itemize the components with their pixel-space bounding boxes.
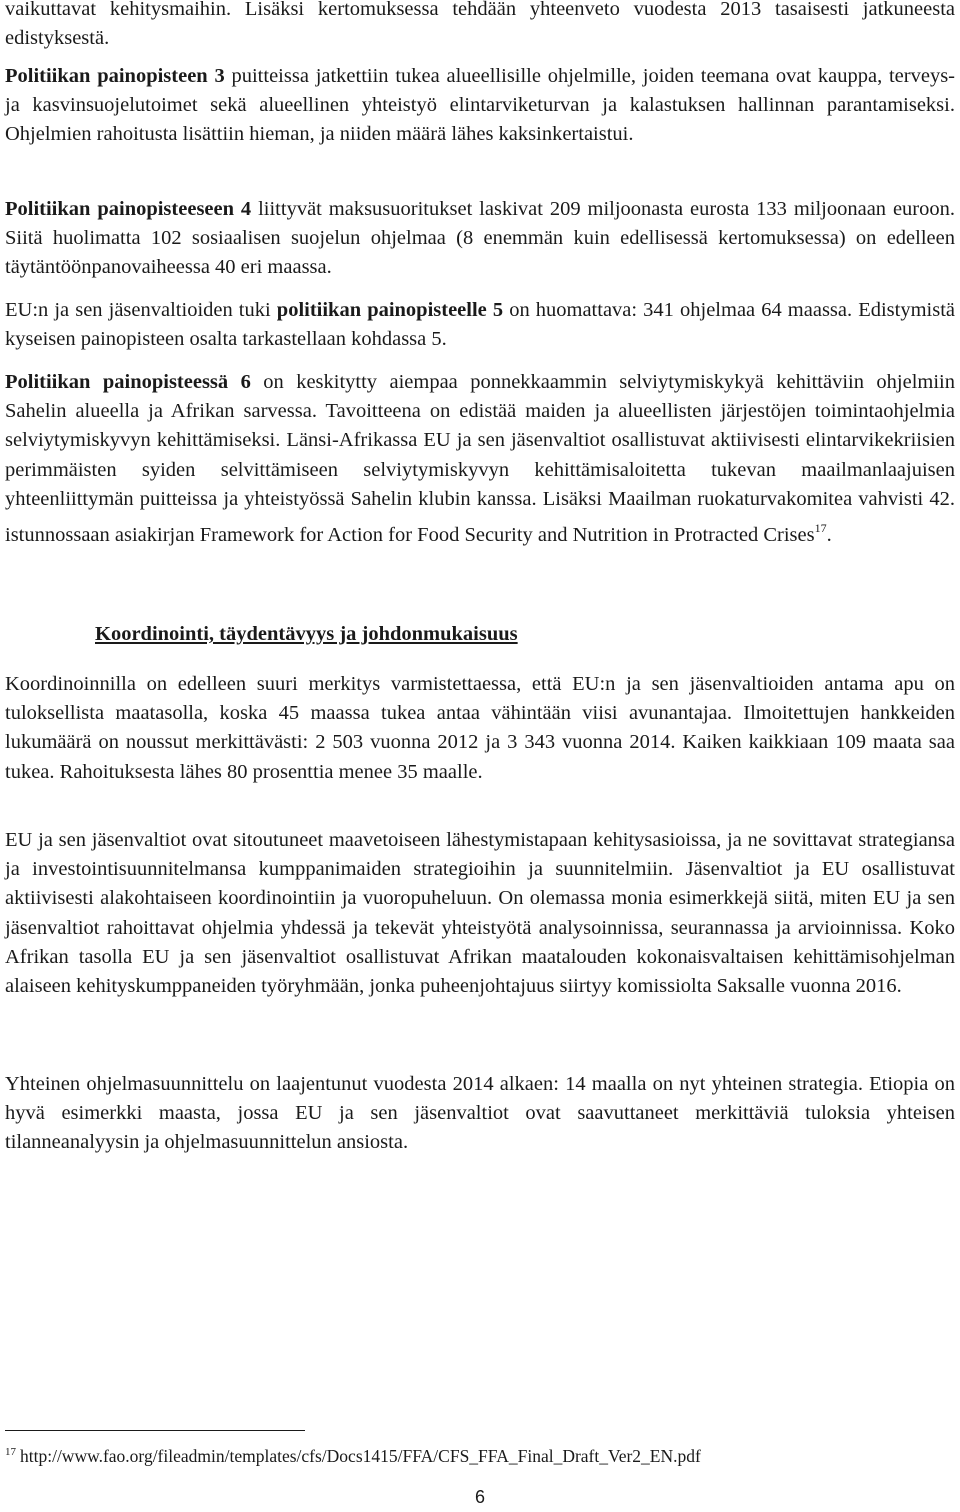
footnote [5,1440,701,1468]
footnote-link[interactable]: http://www.fao.org/fileadmin/templates/cfs/Docs1415/FFA/CFS_FFA_Final_Draft_Ver2_EN.pdf [20,1446,701,1466]
page-number: 6 [474,1487,485,1507]
policy-priority-6-label: Politiikan painopisteessä 6 [5,371,251,393]
intro-paragraph-end: vaikuttavat kehitysmaihin. Lisäksi kertomuksessa tehdään yhteenveto vuodesta 2013 tasaisesti jatkuneesta edistyksestä. [5,0,955,50]
policy-priority-6-end: . [826,524,832,547]
policy-priority-6-paragraph [5,368,955,550]
footnote-separator [5,1430,305,1431]
policy-priority-5-text: on huomattava: 341 ohjelmaa 64 maassa. Edistymistä kyseisen painopisteen osalta tarkastellaan kohdassa 5. [5,299,956,351]
section-heading: Koordinointi, täydentävyys ja johdonmukaisuus [95,623,518,645]
policy-priority-4-text: liittyvät maksusuoritukset laskivat 209 miljoonasta eurosta 133 miljoonaan euroon. Siitä huolimatta 102 sosiaalisen suojelun ohjelmaa (8 enemmän kuin edellisessä kertomuksessa) on edelleen täytäntöönpanovaiheessa 40 eri maassa. [5,198,956,279]
coordination-paragraph-3: Yhteinen ohjelmasuunnittelu on laajentunut vuodesta 2014 alkaen: 14 maalla on nyt yhteinen strategia. Etiopia on hyvä esimerkki maasta, jossa EU ja sen jäsenvaltiot ovat saavuttaneet merkittäviä tuloksia yhteisen tilanneanalyysin ja ohjelmasuunnittelun ansiosta. [5,1073,955,1154]
policy-priority-4-paragraph [5,195,955,283]
policy-priority-3-label: Politiikan painopisteen 3 [5,65,225,87]
coordination-paragraph-1: Koordinoinnilla on edelleen suuri merkitys varmistettaessa, että EU:n ja sen jäsenvaltioiden antama apu on tuloksellista maatasolla, koska 45 maassa tukea antaa vähintään viisi avunantajaa. Ilmoitettujen hankkeiden lukumäärä on noussut merkittävästi: 2 503 vuonna 2012 ja 3 343 vuonna 2014. Kaiken kaikkiaan 109 maata saa tukea. Rahoituksesta lähes 80 prosenttia menee 35 maalle. [5,673,955,783]
policy-priority-5-paragraph [5,296,955,354]
policy-priority-4-label: Politiikan painopisteeseen 4 [5,198,252,220]
policy-priority-3-text: puitteissa jatkettiin tukea alueellisille ohjelmille, joiden teemana ovat kauppa, terveys- ja kasvinsuojelutoimet sekä alueellinen yhteistyö elintarviketurvan ja kalastuksen hallinnan parantamiseksi. Ohjelmien rahoitusta lisättiin hieman, ja niiden määrä lähes kaksinkertaistui. [5,65,955,146]
policy-priority-5-label: politiikan painopisteelle 5 [276,299,504,321]
coordination-paragraph-2: EU ja sen jäsenvaltiot ovat sitoutuneet maavetoiseen lähestymistapaan kehitysasioissa, ja ne sovittavat strategiansa ja investointisuunnitelmansa kumppanimaiden strategioihin ja suunnitelmiin. Jäsenvaltiot ja EU osallistuvat aktiivisesti alakohtaiseen koordinointiin ja vuoropuheluun. On olemassa monia esimerkkejä siitä, miten EU ja sen jäsenvaltiot rahoittavat ohjelmia yhdessä ja tekevät yhteistyötä analysoinnissa, seurannassa ja arvioinnissa. Koko Afrikan tasolla EU ja sen jäsenvaltiot osallistuvat Afrikan maatalouden kokonaisvaltaisen kehittämisohjelman alaiseen kehityskumppaneiden työryhmään, jonka puheenjohtajuus siirtyy komissiolta Saksalle vuonna 2016. [5,829,955,998]
policy-priority-6-text: on keskitytty aiempaa ponnekkaammin selviytymiskykyä kehittäviin ohjelmiin Sahelin alueella ja Afrikan sarvessa. Tavoitteena on edistää maiden ja alueellisten järjestöjen toimintaohjelmia selviytymiskyvyn kehittämiseksi. Länsi-Afrikassa EU ja sen jäsenvaltiot osallistuvat aktiivisesti elintarvikekriisien perimmäisten syiden selvittämiseen selviytymiskyvyn kehittämisaloitetta tukevan maailmanlaajuisen yhteenliittymän puitteissa ja yhteistyössä Sahelin klubin kanssa. Lisäksi Maailman ruokaturvakomitea vahvisti 42. istunnossaan asiakirjan Framework for Action for Food Security and Nutrition in Protracted Crises [5,371,955,547]
policy-priority-5-intro: EU:n ja sen jäsenvaltioiden tuki [5,299,277,321]
footnote-reference[interactable]: 17 [814,521,827,536]
footnote-number: 17 [5,1446,16,1458]
policy-priority-3-paragraph [5,62,955,150]
